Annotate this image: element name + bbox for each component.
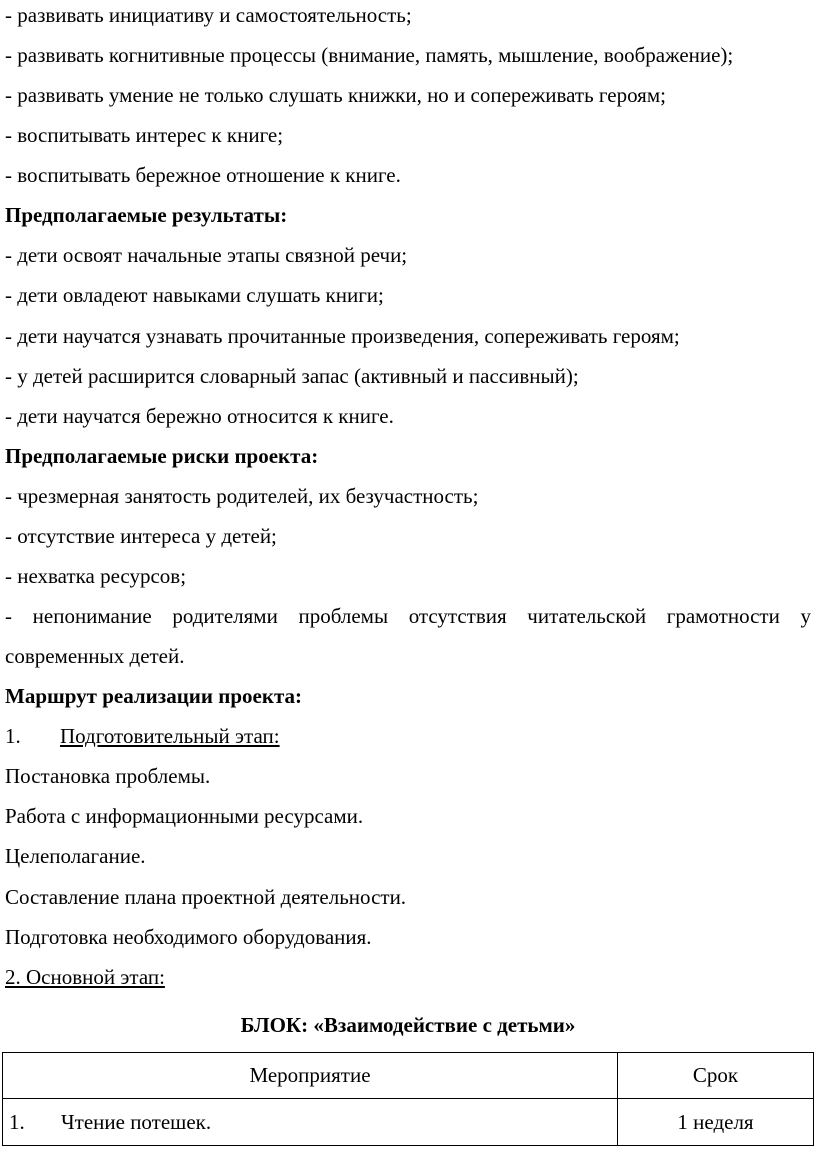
row-term: 1 неделя: [618, 1099, 814, 1146]
events-table: [2, 1052, 814, 1146]
result-item: - дети освоят начальные этапы связной речи;: [5, 243, 408, 267]
risk-item: - отсутствие интереса у детей;: [5, 524, 277, 548]
stage2-heading: 2. Основной этап:: [5, 965, 165, 989]
table-row: [3, 1099, 814, 1146]
stage1-step: Подготовка необходимого оборудования.: [5, 925, 372, 949]
block-title: БЛОК: «Взаимодействие с детьми»: [240, 1013, 576, 1037]
risk-item: - нехватка ресурсов;: [5, 564, 187, 588]
goal-item: - воспитывать интерес к книге;: [5, 123, 284, 147]
result-item: - дети научатся узнавать прочитанные произведения, сопереживать героям;: [5, 324, 680, 348]
row-number: 1.: [9, 1109, 25, 1134]
stage1-number: 1.: [5, 724, 21, 748]
risk-item: - чрезмерная занятость родителей, их безучастность;: [5, 484, 479, 508]
risk-item-continuation: современных детей.: [5, 644, 185, 668]
stage1-step: Составление плана проектной деятельности.: [5, 885, 407, 909]
route-heading: Маршрут реализации проекта:: [5, 684, 303, 708]
goal-item: - воспитывать бережное отношение к книге.: [5, 163, 401, 187]
row-event: Чтение потешек.: [61, 1109, 212, 1134]
goal-item: - развивать умение не только слушать книжки, но и сопереживать героям;: [5, 83, 666, 107]
risk-item: - непонимание родителями проблемы отсутствия читательской грамотности у: [5, 604, 811, 628]
header-term: Срок: [618, 1053, 814, 1099]
goal-item: - развивать когнитивные процессы (внимание, память, мышление, воображение);: [5, 43, 734, 67]
result-item: - дети овладеют навыками слушать книги;: [5, 283, 384, 307]
stage1-step: Целеполагание.: [5, 844, 146, 868]
risks-heading: Предполагаемые риски проекта:: [5, 444, 319, 468]
result-item: - у детей расширится словарный запас (активный и пассивный);: [5, 364, 579, 388]
stage1-title: Подготовительный этап:: [60, 724, 280, 748]
table-header-row: [3, 1053, 814, 1099]
stage1-step: Постановка проблемы.: [5, 764, 211, 788]
stage1-step: Работа с информационными ресурсами.: [5, 804, 364, 828]
stage1-heading: [5, 723, 280, 749]
row-event-cell: [3, 1099, 618, 1146]
goal-item: - развивать инициативу и самостоятельность;: [5, 3, 412, 27]
header-event: Мероприятие: [3, 1053, 618, 1099]
results-heading: Предполагаемые результаты:: [5, 203, 288, 227]
result-item: - дети научатся бережно относится к книге.: [5, 404, 394, 428]
